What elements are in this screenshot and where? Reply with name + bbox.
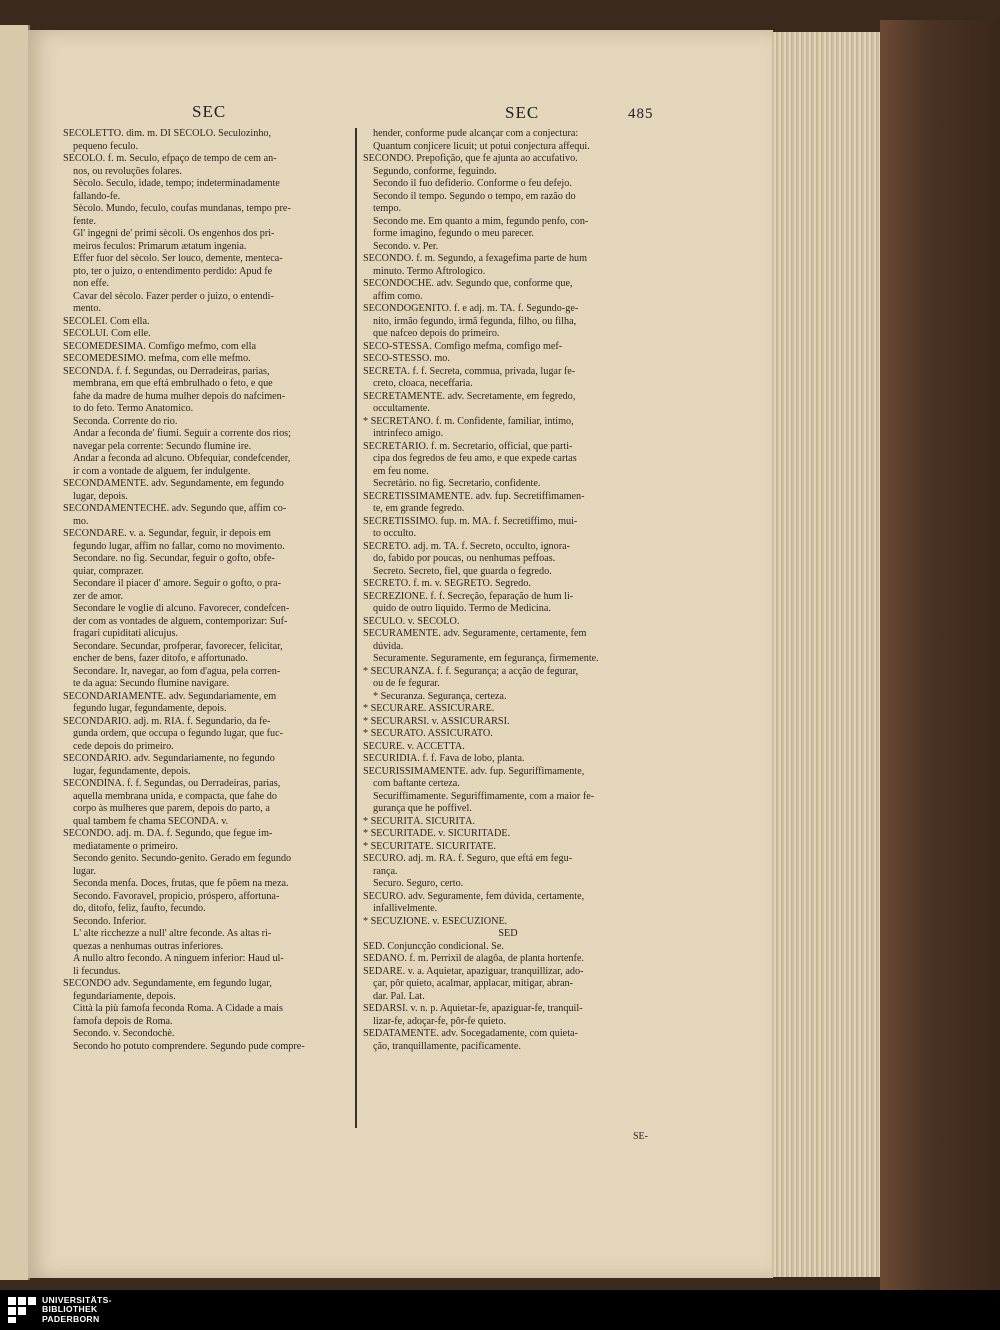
entry-line: Città la più famofa feconda Roma. A Cidade a mais [73, 1003, 283, 1014]
entry-line: lizar-fe, adoçar-fe, pôr-fe quieto. [373, 1015, 506, 1027]
entry-line: zer de amor. [73, 590, 124, 602]
library-logo-icon [8, 1297, 36, 1323]
entry-line: SED. Conjuncção condicional. Se. [363, 940, 504, 952]
entry-line: çar, pôr quieto, acalmar, applacar, mitigar, abran- [373, 978, 574, 989]
entry-line: Secondo me. Em quanto a mim, fegundo penfo, con- [373, 215, 589, 227]
entry-line: navegar pela corrente: Secundo flumine ire. [73, 440, 252, 452]
entry-line: Secondo. Favoravel, propicio, próspero, affortuna- [73, 890, 280, 902]
entry-line: tempo. [373, 203, 402, 214]
entry-line: SECURAMENTE. adv. Seguramente, certamente, fem [363, 628, 587, 639]
entry-line: Secondo il fuo defiderio. Conforme o feu defejo. [373, 178, 572, 189]
entry-line: Sècolo. Seculo, idade, tempo; indeterminadamente [73, 178, 280, 189]
entry-line: nos, ou revoluções folares. [73, 165, 182, 177]
catchword: SE- [633, 1131, 648, 1142]
entry-line: L' alte ricchezze a null' altre feconde. As altas ri- [73, 928, 272, 939]
book-cover [880, 20, 1000, 1290]
entry-line: * SECURARSI. v. ASSICURARSI. [363, 715, 510, 727]
entry-line: SECONDA. f. f. Segundas, ou Derradeiras, parias, [63, 365, 270, 377]
entry-line: fegundo lugar, affim no fallar, como no movimento. [73, 540, 285, 552]
entry-line: Seconda. Corrente do rio. [73, 415, 178, 427]
entry-line: SECRETA. f. f. Secreta, commua, privada, lugar fe- [363, 365, 576, 377]
entry-line: mento. [73, 303, 102, 314]
entry-line: pto, ter o juizo, o entendimento perdido: Apud fe [73, 265, 273, 277]
entry-line: SÈCOLO. f. m. Seculo, efpaço de tempo de cem an- [63, 153, 277, 164]
entry-line: SECOMEDESIMO. mefma, com elle mefmo. [63, 353, 251, 364]
entry-line: Secondo genito. Secundo-genito. Gerado em fegundo [73, 853, 292, 864]
entry-line: famofa depois de Roma. [73, 1015, 173, 1027]
entry-line: SECONDOCHÈ. adv. Segundo que, conforme que, [363, 278, 573, 289]
entry-line: Cavar del sècolo. Fazer perder o juizo, o entendi- [73, 290, 274, 302]
entry-line: rança. [373, 865, 398, 877]
entry-line: * SECURITADE. v. SICURITADE. [363, 828, 511, 839]
entry-line: SEDARSI. v. n. p. Aquietar-fe, apaziguar-fe, tranquil- [363, 1003, 583, 1014]
entry-line: fahe da madre de huma mulher depois do nafcimen- [73, 390, 286, 402]
page-number: 485 [628, 106, 654, 122]
entry-line: SECONDO. adj. m. DA. f. Segundo, que fegue im- [63, 828, 273, 839]
page-block-edges [772, 32, 880, 1277]
entry-line: SECRETISSIMAMENTE. adv. fup. Secretiffimamen- [363, 490, 585, 502]
entry-line: pequeno feculo. [73, 140, 139, 152]
entry-line: aquella membrana unida, e compacta, que fahe do [73, 790, 277, 802]
entry-line: com baftante certeza. [373, 778, 460, 789]
library-logo-text [42, 1296, 112, 1324]
entry-line: SECURO. adj. m. RA. f. Seguro, que eftá em fegu- [363, 853, 573, 864]
logo-line-2: BIBLIOTHEK [42, 1304, 98, 1315]
entry-line: quezas a nenhumas outras inferiores. [73, 940, 224, 952]
entry-line: que nafceo depois do primeiro. [373, 328, 500, 339]
entry-line: Secondare il piacer d' amore. Seguir o gofto, o pra- [73, 578, 282, 589]
column-rule [355, 128, 357, 1128]
entry-line: Effer fuor del sècolo. Ser louco, demente, menteca- [73, 253, 283, 264]
entry-line: creto, cloaca, neceffaria. [373, 378, 473, 389]
entry-line: intrinfeco amigo. [373, 428, 444, 439]
entry-line: lugar, fegundamente, depois. [73, 765, 191, 777]
entry-line: do, fabido por poucas, ou nenhumas peffoas. [373, 553, 556, 564]
entry-line: cede depois do primeiro. [73, 740, 174, 752]
previous-page-edge [0, 25, 30, 1280]
right-column [363, 128, 653, 1053]
entry-line: occultamente. [373, 403, 430, 414]
entry-line: SECONDÀRIO. adj. m. RIA. f. Segundario, da fe- [63, 715, 271, 727]
entry-line: * SECURARE. ASSICURARE. [363, 703, 495, 714]
entry-line: Andar a feconda ad alcuno. Obfequiar, condefcender, [73, 453, 291, 464]
entry-line: SECONDO. Prepofição, que fe ajunta ao accufativo. [363, 153, 578, 164]
entry-line: SECRETO. f. m. v. SEGRETO. Segredo. [363, 578, 531, 589]
entry-line: ir com a vontade de alguem, fer indulgente. [73, 465, 251, 477]
entry-line: SEDANO. f. m. Perrixil de alagôa, de planta hortenfe. [363, 953, 584, 964]
entry-line: Securiffimamente. Seguriffimamente, com a maior fe- [373, 790, 595, 802]
entry-line: SEDARE. v. a. Aquietar, apaziguar, tranquillizar, ado- [363, 965, 584, 977]
entry-line: mo. [73, 515, 89, 527]
entry-line: te da agua: Secundo flumine navigare. [73, 678, 230, 689]
left-running-header: SEC [192, 102, 227, 121]
entry-line: SÈCULO. v. SÈCOLO. [363, 615, 460, 627]
entry-line: Seconda menfa. Doces, frutas, que fe põem na meza. [73, 878, 289, 889]
entry-line: fegundo lugar, fegundamente, depois. [73, 703, 227, 714]
entry-line: SECONDAMENTE. adv. Segundamente, em fegundo [63, 478, 284, 489]
entry-line: SECONDO. f. m. Segundo, a fexagefima parte de hum [363, 253, 588, 264]
entry-line: fragari cupiditati alicujus. [73, 628, 178, 639]
entry-line: Secondare. no fig. Secundar, feguir o gofto, obfe- [73, 553, 275, 564]
entry-line: SECURE. v. ACCETTA. [363, 740, 465, 752]
entry-line: Secretàrio. no fig. Secretario, confidente. [373, 478, 541, 489]
entry-line: lugar. [73, 865, 96, 877]
entry-line: Andar a feconda de' fiumi. Seguir a corrente dos rios; [73, 428, 291, 439]
entry-line: do, ditofo, feliz, faufto, fecundo. [73, 903, 206, 914]
entry-line: Secondare le voglie di alcuno. Favorecer, condefcen- [73, 603, 290, 614]
entry-line: qual tambem fe chama SECONDA. v. [73, 815, 229, 827]
entry-line: Secondo. v. Secondochè. [73, 1028, 175, 1039]
entry-line: SECONDO adv. Segundamente, em fegundo lugar, [63, 978, 272, 989]
entry-line: SECREZIONE. f. f. Secreção, feparação de hum li- [363, 590, 574, 602]
entry-line: quiar, comprazer. [73, 565, 144, 577]
entry-line: meiros feculos: Primarum ætatum ingenia. [73, 240, 247, 252]
entry-line: SECO-STESSO. mo. [363, 353, 450, 364]
entry-line: der com as vontades de alguem, contemporizar: Suf- [73, 615, 288, 627]
entry-line: affim como. [373, 290, 423, 302]
entry-line: corpo às mulheres que parem, depois do parto, a [73, 803, 270, 814]
entry-line: Sècolo. Mundo, feculo, coufas mundanas, tempo pre- [73, 203, 291, 214]
entry-line: * Securanza. Segurança, certeza. [373, 690, 507, 702]
entry-line: forme imagino, fegundo o meu parecer. [373, 228, 534, 239]
entry-line: Securo. Seguro, certo. [373, 878, 464, 889]
entry-line: SECRETO. adj. m. TA. f. Secreto, occulto, ignora- [363, 540, 571, 552]
entry-line: SECONDARIAMENTE. adv. Segundariamente, em [63, 690, 277, 702]
entry-line: ou de fe fegurar. [373, 678, 440, 689]
entry-line: te, em grande fegredo. [373, 503, 465, 514]
entry-line: SECURISSIMAMENTE. adv. fup. Seguriffimamente, [363, 765, 585, 777]
left-column [63, 128, 353, 1053]
entry-line: hender, conforme pude alcançar com a conjectura: [373, 128, 579, 139]
entry-line: * SECURANZA. f. f. Segurança; a acção de fegurar, [363, 665, 579, 677]
entry-line: * SECURATO. ASSICURATO. [363, 728, 493, 739]
entry-line: A nullo altro fecondo. A ninguem inferior: Haud ul- [73, 953, 284, 964]
entry-line: fallando-fe. [73, 190, 121, 202]
entry-line: quido de outro liquido. Termo de Medicina. [373, 603, 551, 614]
entry-line: to do feto. Termo Anatomico. [73, 403, 194, 414]
entry-line: SECOLUI. Com elle. [63, 328, 151, 339]
entry-line: SECONDÀRIO. adv. Segundariamente, no fegundo [63, 753, 275, 764]
entry-line: * SECRETÀNO. f. m. Confidente, familiar, intimo, [363, 415, 574, 427]
entry-line: mediatamente o primeiro. [73, 840, 178, 852]
entry-line: * SECURITATE. SICURITATE. [363, 840, 497, 852]
entry-line: fegundariamente, depois. [73, 990, 176, 1002]
entry-line: membrana, em que eftá embrulhado o feto, e que [73, 378, 273, 389]
entry-line: Segundo, conforme, feguindo. [373, 165, 497, 177]
entry-line: Secreto. Secreto, fiel, que guarda o fegredo. [373, 565, 552, 577]
entry-line: Secondo ho potuto comprendere. Segundo pude compre- [73, 1040, 305, 1052]
entry-line: SECONDARE. v. a. Segundar, feguir, ir depois em [63, 528, 271, 539]
entry-line: Securamente. Seguramente, em fegurança, firmemente. [373, 653, 599, 664]
entry-line: * SECUZIONE. v. ESECUZIONE. [363, 915, 508, 927]
entry-line: gurança que he poffivel. [373, 803, 472, 814]
entry-line: Gl' ingegni de' primi sècoli. Os engenhos dos pri- [73, 228, 275, 239]
entry-line: infallivelmente. [373, 903, 438, 914]
entry-line: SECOMEDESIMA. Comfigo mefmo, com ella [63, 340, 256, 352]
entry-line: ção, tranquillamente, pacificamente. [373, 1040, 521, 1052]
entry-line: li fecundus. [73, 965, 121, 977]
entry-line: Secondare. Ir, navegar, ao fom d'agua, pela corren- [73, 665, 281, 677]
entry-line: SECRETISSIMO. fup. m. MA. f. Secretiffimo, mui- [363, 515, 578, 527]
entry-line: SECOLETTO. dim. m. DI SÈCOLO. Seculozinho, [63, 128, 272, 139]
entry-line: SED [498, 928, 518, 939]
entry-line: dar. Pal. Lat. [373, 990, 425, 1002]
entry-line: SECO-STESSA. Comfigo mefma, comfigo mef- [363, 340, 563, 352]
right-running-header: SEC [505, 103, 540, 122]
entry-line: SECONDÌNA. f. f. Segundas, ou Derradeiras, parias, [63, 778, 281, 789]
entry-line: cipa dos fegredos de feu amo, e que expede cartas [373, 453, 577, 464]
entry-line: SECRETAMENTE. adv. Secretamente, em fegredo, [363, 390, 576, 402]
footer-bar [0, 1290, 1000, 1330]
entry-line: Secondare. Secundar, profperar, favorecer, felicitar, [73, 640, 283, 652]
entry-line: SECURO. adv. Seguramente, fem dúvida, certamente, [363, 890, 585, 902]
entry-line: em feu nome. [373, 465, 429, 477]
entry-line: SECRETÀRIO. f. m. Secretario, official, que parti- [363, 440, 573, 452]
entry-line: gunda ordem, que occupa o fegundo lugar, que fuc- [73, 728, 284, 739]
entry-line: * SECURITÀ. SICURITÀ. [363, 815, 476, 827]
entry-line: encher de bens, fazer ditofo, e affortunado. [73, 653, 248, 664]
entry-line: Secondo. v. Per. [373, 240, 439, 252]
entry-line: non effe. [73, 278, 110, 289]
logo-line-3: PADERBORN [42, 1313, 100, 1324]
entry-line: lugar, depois. [73, 490, 128, 502]
entry-line: minuto. Termo Aftrologico. [373, 265, 486, 277]
entry-line: SECURÌDIA. f. f. Fava de lobo, planta. [363, 753, 525, 764]
entry-line: SECONDOGENITO. f. e adj. m. TA. f. Segundo-ge- [363, 303, 579, 314]
entry-line: SECONDAMENTECHÈ. adv. Segundo que, affim co- [63, 503, 287, 514]
logo-line-1: UNIVERSITÄTS- [42, 1295, 112, 1305]
entry-line: fente. [73, 215, 96, 227]
entry-line: Secondo il tempo. Segundo o tempo, em razão do [373, 190, 576, 202]
entry-line: to occulto. [373, 528, 417, 539]
entry-line: SEDATAMENTE. adv. Socegadamente, com quieta- [363, 1028, 578, 1039]
entry-line: SECOLEI. Com ella. [63, 315, 150, 327]
entry-line: nito, irmão fegundo, irmã fegunda, filho, ou filha, [373, 315, 577, 327]
entry-line: Quantum conjicere licuit; ut potui conjectura affequi. [373, 140, 590, 152]
entry-line: dúvida. [373, 640, 404, 652]
entry-line: Secondo. Inferior. [73, 915, 147, 927]
